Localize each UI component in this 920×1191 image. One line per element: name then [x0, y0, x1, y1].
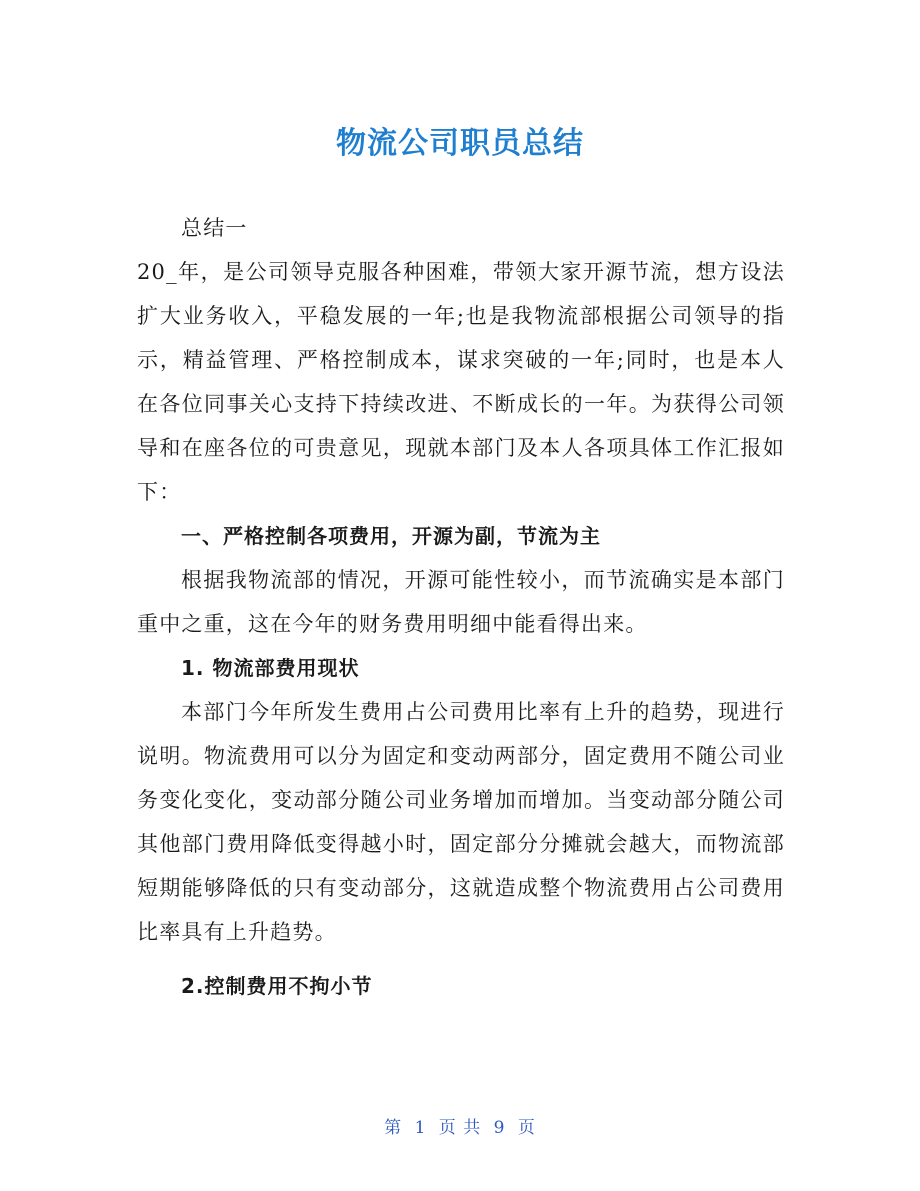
- page-footer: [0, 1113, 920, 1138]
- footer-suffix: 页: [517, 1118, 536, 1138]
- document-title: 物流公司职员总结: [336, 126, 584, 161]
- document-body: [137, 206, 785, 1008]
- heading-control-expenses: 2.控制费用不拘小节: [181, 974, 373, 998]
- heading-cost-control: 一、严格控制各项费用，开源为副，节流为主: [181, 524, 601, 548]
- intro-paragraph: 20_年，是公司领导克服各种困难，带领大家开源节流，想方设法扩大业务收入，平稳发展的一年;也是我物流部根据公司领导的指示，精益管理、严格控制成本，谋求突破的一年;同时，也是本人在各位同事关心支持下持续改进、不断成长的一年。为获得公司领导和在座各位的可贵意见，现就本部门及本人各项具体工作汇报如下：: [137, 260, 785, 504]
- footer-prefix: 第: [384, 1118, 403, 1138]
- footer-total-pages: 9: [493, 1118, 506, 1138]
- paragraph-current-status: 本部门今年所发生费用占公司费用比率有上升的趋势，现进行说明。物流费用可以分为固定和变动两部分，固定费用不随公司业务变化变化，变动部分随公司业务增加而增加。当变动部分随公司其他部门费用降低变得越小时，固定部分分摊就会越大，而物流部短期能够降低的只有变动部分，这就造成整个物流费用占公司费用比率具有上升趋势。: [137, 700, 785, 944]
- paragraph-cost-control: 根据我物流部的情况，开源可能性较小，而节流确实是本部门重中之重，这在今年的财务费用明细中能看得出来。: [137, 568, 785, 636]
- section-label: 总结一: [181, 216, 248, 240]
- footer-page-number: 1: [414, 1118, 427, 1138]
- footer-middle: 页 共: [438, 1118, 482, 1138]
- heading-current-status: 1. 物流部费用现状: [181, 656, 360, 680]
